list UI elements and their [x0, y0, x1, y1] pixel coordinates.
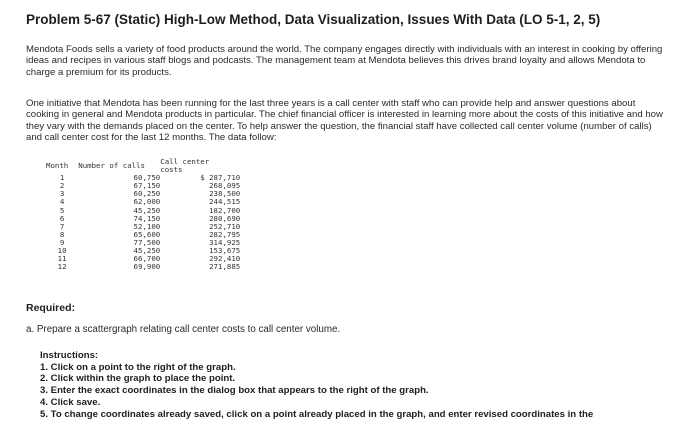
- call-center-data-table: [46, 158, 240, 271]
- instruction-step: 4. Click save.: [40, 396, 101, 408]
- calls-cell: 45,250: [133, 246, 161, 256]
- cost-cell: 292,410: [209, 254, 241, 264]
- cost-cell: 244,515: [209, 197, 241, 207]
- month-cell: 12: [57, 262, 67, 272]
- calls-cell: 52,100: [133, 221, 161, 231]
- month-cell: 10: [57, 246, 67, 256]
- month-cell: 8: [59, 229, 65, 239]
- cost-cell: 238,500: [209, 189, 241, 199]
- calls-cell: 74,150: [133, 213, 161, 223]
- calls-cell: 67,150: [133, 181, 161, 191]
- month-cell: 6: [59, 213, 65, 223]
- required-label: Required:: [26, 302, 76, 314]
- month-column-header: Month: [46, 161, 69, 171]
- calls-cell: 69,900: [133, 262, 161, 272]
- calls-cell: 66,700: [133, 254, 161, 264]
- cost-cell: 153,675: [209, 246, 241, 256]
- month-cell: 1: [59, 173, 65, 183]
- calls-cell: 62,000: [133, 197, 161, 207]
- calls-cell: 65,600: [133, 229, 161, 239]
- instruction-step: 3. Enter the exact coordinates in the dialog box that appears to the right of the graph.: [40, 385, 429, 397]
- cost-cell: 268,095: [209, 181, 241, 191]
- calls-column-header: Number of calls: [78, 161, 145, 171]
- instruction-step: 1. Click on a point to the right of the graph.: [40, 361, 236, 373]
- instruction-step: 2. Click within the graph to place the point.: [40, 373, 236, 385]
- instructions-block: [40, 350, 593, 420]
- intro-paragraph: Mendota Foods sells a variety of food products around the world. The company engages directly with individuals with an interest in cooking by offering ideas and recipes in various staff blogs and podcasts. The management team at Mendota believes this drives brand loyalty and allows Mendota to charge a premium for its products.: [26, 44, 663, 78]
- month-cell: 4: [59, 197, 65, 207]
- cost-cell: 314,925: [209, 237, 241, 247]
- table-row: [46, 263, 240, 271]
- cost-cell: 280,690: [209, 213, 241, 223]
- initiative-paragraph: One initiative that Mendota has been running for the last three years is a call center with staff who can provide help and answer questions about cooking in general and Mendota products in particular. The chief financial officer is interested in learning more about the costs of this initiative and how they vary with the demands placed on the center. To help answer the question, the financial staff have collected call center volume (number of calls) and call center cost for the last 12 months. The data follow:: [26, 98, 663, 144]
- costs-column-header: Call center costs: [160, 157, 210, 175]
- calls-cell: 60,750: [133, 173, 161, 183]
- month-cell: 5: [59, 205, 65, 215]
- cost-cell: 282,795: [209, 229, 241, 239]
- cost-cell: 252,710: [209, 221, 241, 231]
- calls-cell: 45,250: [133, 205, 161, 215]
- calls-cell: 77,500: [133, 237, 161, 247]
- part-a-question: a. Prepare a scattergraph relating call center costs to call center volume.: [26, 324, 341, 335]
- month-cell: 9: [59, 237, 65, 247]
- instructions-heading: Instructions:: [40, 350, 99, 361]
- cost-cell: $ 287,710: [200, 173, 241, 183]
- month-cell: 2: [59, 181, 65, 191]
- month-cell: 7: [59, 221, 65, 231]
- table-header-row: [46, 158, 240, 174]
- cost-cell: 271,885: [209, 262, 241, 272]
- month-cell: 3: [59, 189, 65, 199]
- month-cell: 11: [57, 254, 67, 264]
- problem-title: Problem 5-67 (Static) High-Low Method, Data Visualization, Issues With Data (LO 5-1, 2, 5): [26, 12, 601, 27]
- calls-cell: 60,250: [133, 189, 161, 199]
- cost-cell: 182,700: [209, 205, 241, 215]
- instruction-step: 5. To change coordinates already saved, click on a point already placed in the graph, and enter revised coordinates in the: [40, 408, 594, 420]
